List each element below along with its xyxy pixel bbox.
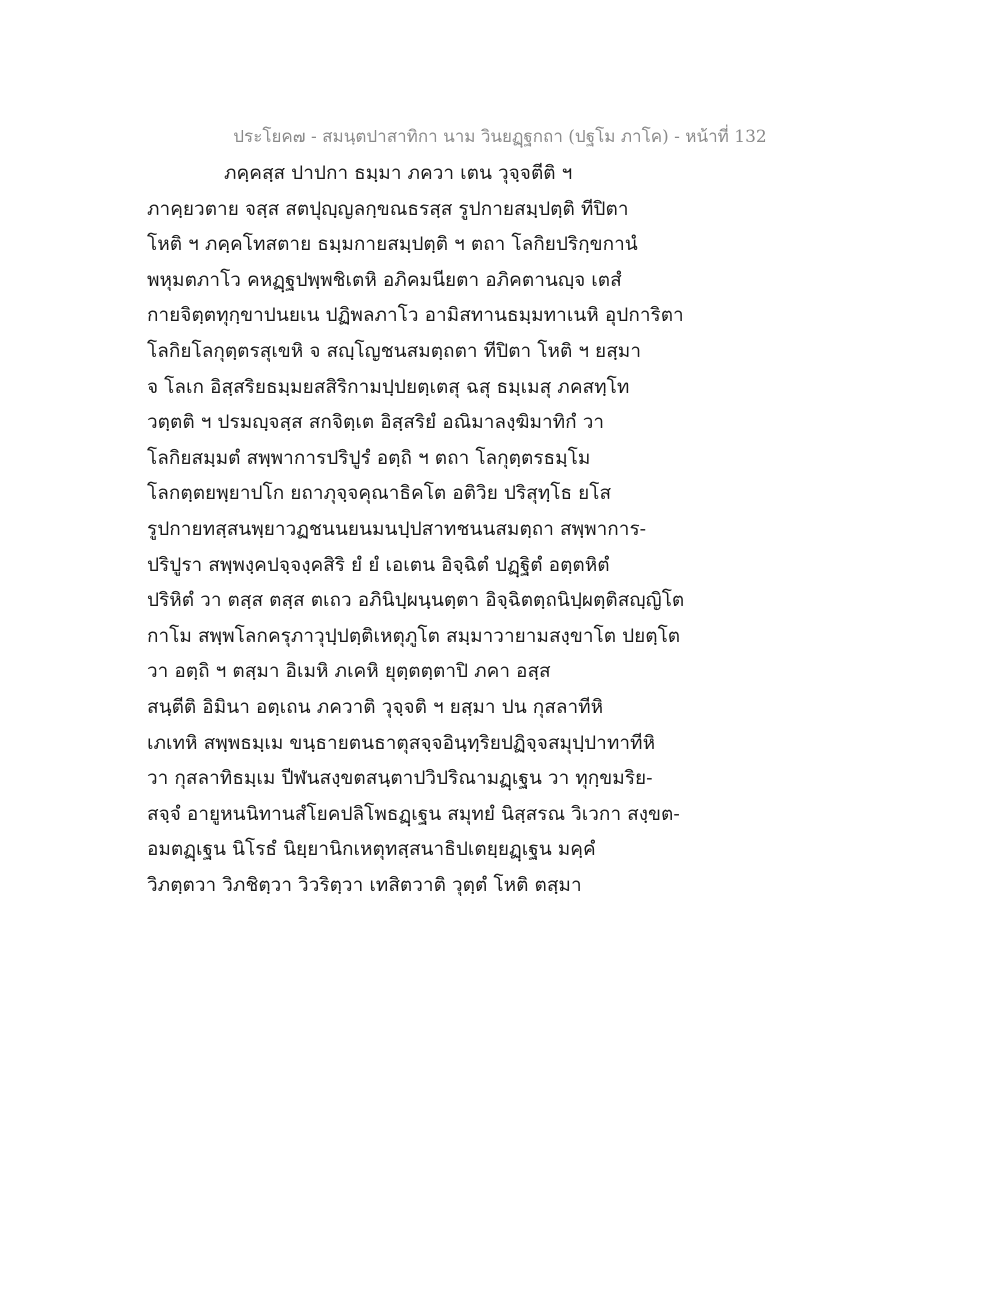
- text-line: ภคฺคสฺส ปาปกา ธมฺมา ภควา เตน วุจฺจตีติ ฯ: [224, 162, 573, 184]
- text-line: ปริปูรา สพฺพงฺคปจฺจงฺคสิริ ยํ ยํ เอเตน อิจฺฉิตํ ปฏฺฐิตํ อตฺตหิตํ: [147, 553, 610, 576]
- text-line: วา อตฺถิ ฯ ตสฺมา อิเมหิ ภเคหิ ยุตฺตตฺตาปิ ภคา อสฺส: [147, 660, 551, 683]
- text-line: ปริหิตํ วา ตสฺส ตสฺส ตเถว อภินิปฺผนฺนตฺตา อิจฺฉิตตฺถนิปฺผตฺติสญฺญิโต: [147, 589, 685, 612]
- text-line: โลกิยสมฺมตํ สพฺพาการปริปูรํ อตฺถิ ฯ ตถา โลกุตฺตรธมฺโม: [147, 446, 591, 469]
- text-line: อมตฏฺเฐน นิโรธํ นิยฺยานิกเหตุทสฺสนาธิปเตยฺยฏฺเฐน มคฺคํ: [147, 838, 596, 861]
- text-line: สจฺจํ อายูหนนิทานสํโยคปลิโพธฏฺเฐน สมุทยํ นิสฺสรณ วิเวกา สงฺขต-: [147, 802, 680, 825]
- text-line: จ โลเก อิสฺสริยธมฺมยสสิริกามปฺปยตฺเตสุ ฉสุ ธมฺเมสุ ภคสทฺโท: [147, 375, 630, 398]
- text-line: กาโม สพฺพโลกครุภาวุปฺปตฺติเหตุภูโต สมฺมาวายามสงฺขาโต ปยตฺโต: [147, 624, 681, 647]
- text-line: วตฺตติ ฯ ปรมญฺจสฺส สกจิตฺเต อิสฺสริยํ อณิมาลงฺฆิมาทิกํ วา: [147, 411, 605, 434]
- body-text: [147, 156, 867, 903]
- text-line: สนฺตีติ อิมินา อตฺเถน ภควาติ วุจฺจติ ฯ ยสฺมา ปน กุสลาทีหิ: [147, 695, 604, 718]
- text-line: โลกิยโลกุตฺตรสุเขหิ จ สญฺโญชนสมตฺถตา ทีปิตา โหติ ฯ ยสฺมา: [147, 339, 641, 362]
- text-line: โหติ ฯ ภคฺคโทสตาย ธมฺมกายสมฺปตฺติ ฯ ตถา โลกิยปริกฺขกานํ: [147, 233, 638, 256]
- text-line: เภเทหิ สพฺพธมฺเม ขนฺธายตนธาตุสจฺจอินฺทฺริยปฏิจฺจสมุปฺปาทาทีหิ: [147, 731, 656, 754]
- text-line: รูปกายทสฺสนพฺยาวฏชนนยนมนปฺปสาทชนนสมตฺถา สพฺพาการ-: [147, 517, 647, 540]
- text-line: วิภตฺตวา วิภชิตฺวา วิวริตฺวา เทสิตวาติ วุตฺตํ โหติ ตสฺมา: [147, 873, 582, 896]
- text-line: พหุมตภาโว คหฏฺฐปพฺพชิเตหิ อภิคมนียตา อภิคตานญฺจ เตสํ: [147, 268, 622, 291]
- text-line: ภาคฺยวตาย จสฺส สตปุญฺญลกฺขณธรสฺส รูปกายสมฺปตฺติ ทีปิตา: [147, 197, 629, 220]
- text-line: โลกตฺตยพฺยาปโก ยถาภุจฺจคุณาธิคโต อติวิย ปริสุทฺโธ ยโส: [147, 482, 612, 505]
- text-line: กายจิตฺตทุกฺขาปนยเน ปฏิพลภาโว อามิสทานธมฺมทาเนหิ อุปการิตา: [147, 304, 684, 327]
- page-header: ประโยค๗ - สมนฺตปาสาทิกา นาม วินยฏฺฐกถา (ปฐโม ภาโค) - หน้าที่ 132: [233, 127, 767, 147]
- text-line: วา กุสลาทิธมฺเม ปีฬนสงฺขตสนฺตาปวิปริณามฏฺเฐน วา ทุกฺขมริย-: [147, 767, 653, 790]
